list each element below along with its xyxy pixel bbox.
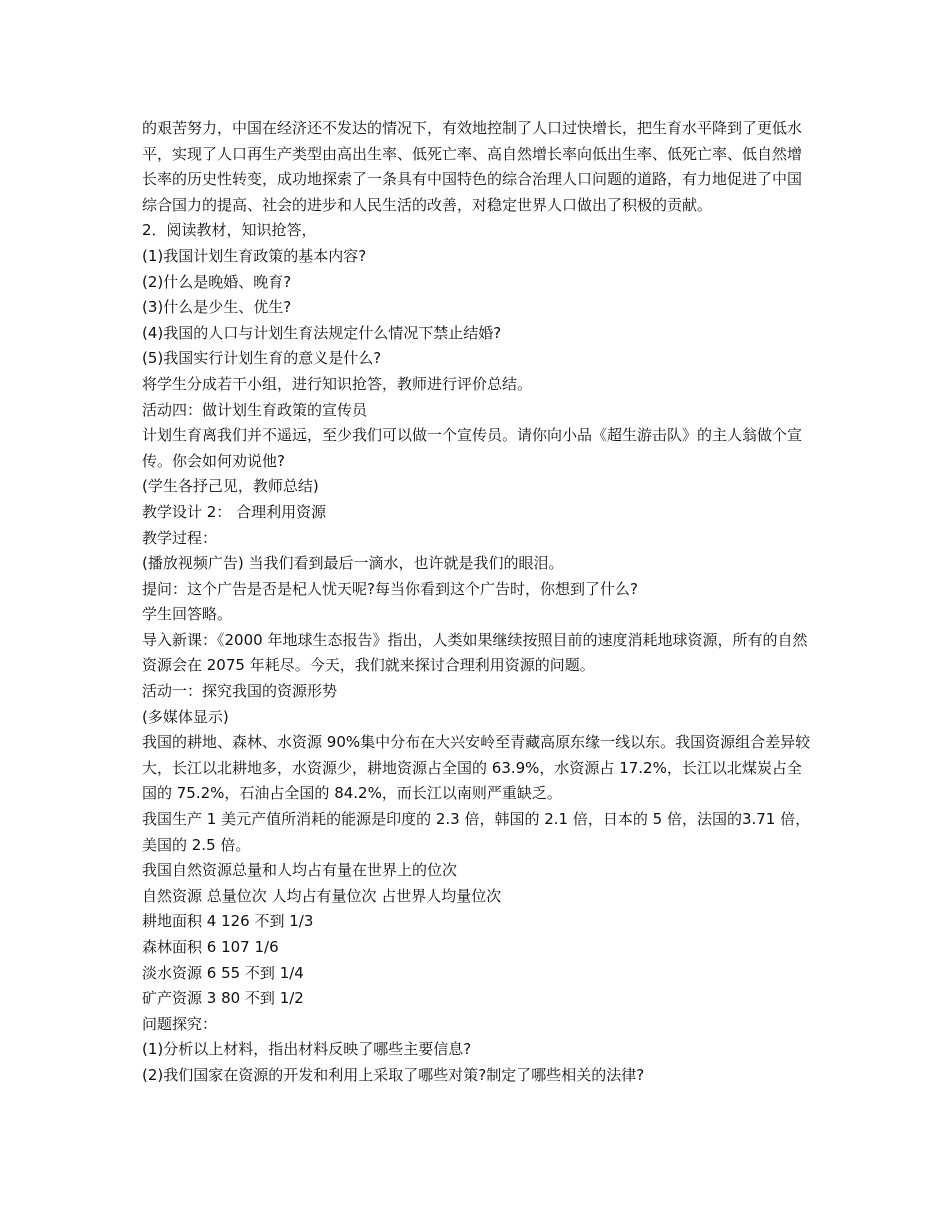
inquiry-question-1: (1)分析以上材料，指出材料反映了哪些主要信息? bbox=[142, 1040, 472, 1059]
activity-one-heading: 活动一：探究我国的资源形势 bbox=[142, 682, 338, 701]
question-5: (5)我国实行计划生育的意义是什么? bbox=[142, 349, 382, 368]
paragraph-question: 提问：这个广告是否是杞人忧天呢?每当你看到这个广告时，你想到了什么? bbox=[142, 579, 638, 598]
paragraph-energy-consumption: 我国生产 1 美元产值所消耗的能源是印度的 2.3 倍，韩国的 2.1 倍，日本的 5 倍，法国的3.71 倍，美国的 2.5 倍。 bbox=[142, 810, 811, 854]
document-body bbox=[142, 116, 812, 1089]
table-row-forest: 森林面积 6 107 1/6 bbox=[142, 938, 279, 956]
table-row-freshwater: 淡水资源 6 55 不到 1/4 bbox=[142, 963, 304, 982]
inquiry-question-2: (2)我们国家在资源的开发和利用上采取了哪些对策?制定了哪些相关的法律? bbox=[142, 1065, 645, 1084]
question-4: (4)我国的人口与计划生育法规定什么情况下禁止结婚? bbox=[142, 323, 502, 342]
paragraph-propagandist: 计划生育离我们并不遥远，至少我们可以做一个宣传员。请你向小品《超生游击队》的主人翁做个宣传。你会如何劝说他? bbox=[142, 426, 803, 470]
paragraph-population-achievement: 的艰苦努力，中国在经济还不发达的情况下，有效地控制了人口过快增长，把生育水平降到了更低水平，实现了人口再生产类型由高出生率、低死亡率、高自然增长率向低出生率、低死亡率、低自然增长率的历史性转变，成功地探索了一条具有中国特色的综合治理人口问题的道路，有力地促进了中国综合国力的提高、社会的进步和人民生活的改善，对稳定世界人口做出了积极的贡献。 bbox=[142, 119, 803, 214]
table-row-minerals: 矿产资源 3 80 不到 1/2 bbox=[142, 989, 304, 1008]
table-row-farmland: 耕地面积 4 126 不到 1/3 bbox=[142, 912, 314, 931]
paragraph-student-answer: 学生回答略。 bbox=[142, 605, 233, 624]
table-caption: 我国自然资源总量和人均占有量在世界上的位次 bbox=[142, 861, 458, 880]
question-1: (1)我国计划生育政策的基本内容? bbox=[142, 246, 367, 265]
paragraph-resource-distribution: 我国的耕地、森林、水资源 90%集中分布在大兴安岭至青藏高原东缘一线以东。我国资源组合差异较大，长江以北耕地多，水资源少，耕地资源占全国的 63.9%，水资源占 17.2%，长江以北煤炭占全国的 75.2%，石油占全国的 84.2%，而长江以南则严重缺乏。 bbox=[142, 733, 811, 803]
paragraph-video-ad: (播放视频广告) 当我们看到最后一滴水，也许就是我们的眼泪。 bbox=[142, 554, 564, 573]
design-two-heading: 教学设计 2： 合理利用资源 bbox=[142, 502, 327, 521]
table-header-row: 自然资源 总量位次 人均占有量位次 占世界人均量位次 bbox=[142, 886, 502, 905]
paragraph-student-views: (学生各抒己见，教师总结) bbox=[142, 477, 319, 496]
paragraph-group-quiz: 将学生分成若干小组，进行知识抢答，教师进行评价总结。 bbox=[142, 374, 533, 393]
question-3: (3)什么是少生、优生? bbox=[142, 298, 292, 317]
paragraph-reading-quiz: 2．阅读教材，知识抢答， bbox=[142, 221, 317, 240]
teaching-process-label: 教学过程： bbox=[142, 528, 218, 547]
problem-inquiry-label: 问题探究： bbox=[142, 1014, 218, 1033]
paragraph-intro: 导入新课：《2000 年地球生态报告》指出，人类如果继续按照目前的速度消耗地球资源，所有的自然资源会在 2075 年耗尽。今天，我们就来探讨合理利用资源的问题。 bbox=[142, 630, 808, 675]
activity-four-heading: 活动四：做计划生育政策的宣传员 bbox=[142, 400, 368, 419]
question-2: (2)什么是晚婚、晚育? bbox=[142, 272, 292, 291]
paragraph-multimedia: (多媒体显示) bbox=[142, 707, 229, 726]
